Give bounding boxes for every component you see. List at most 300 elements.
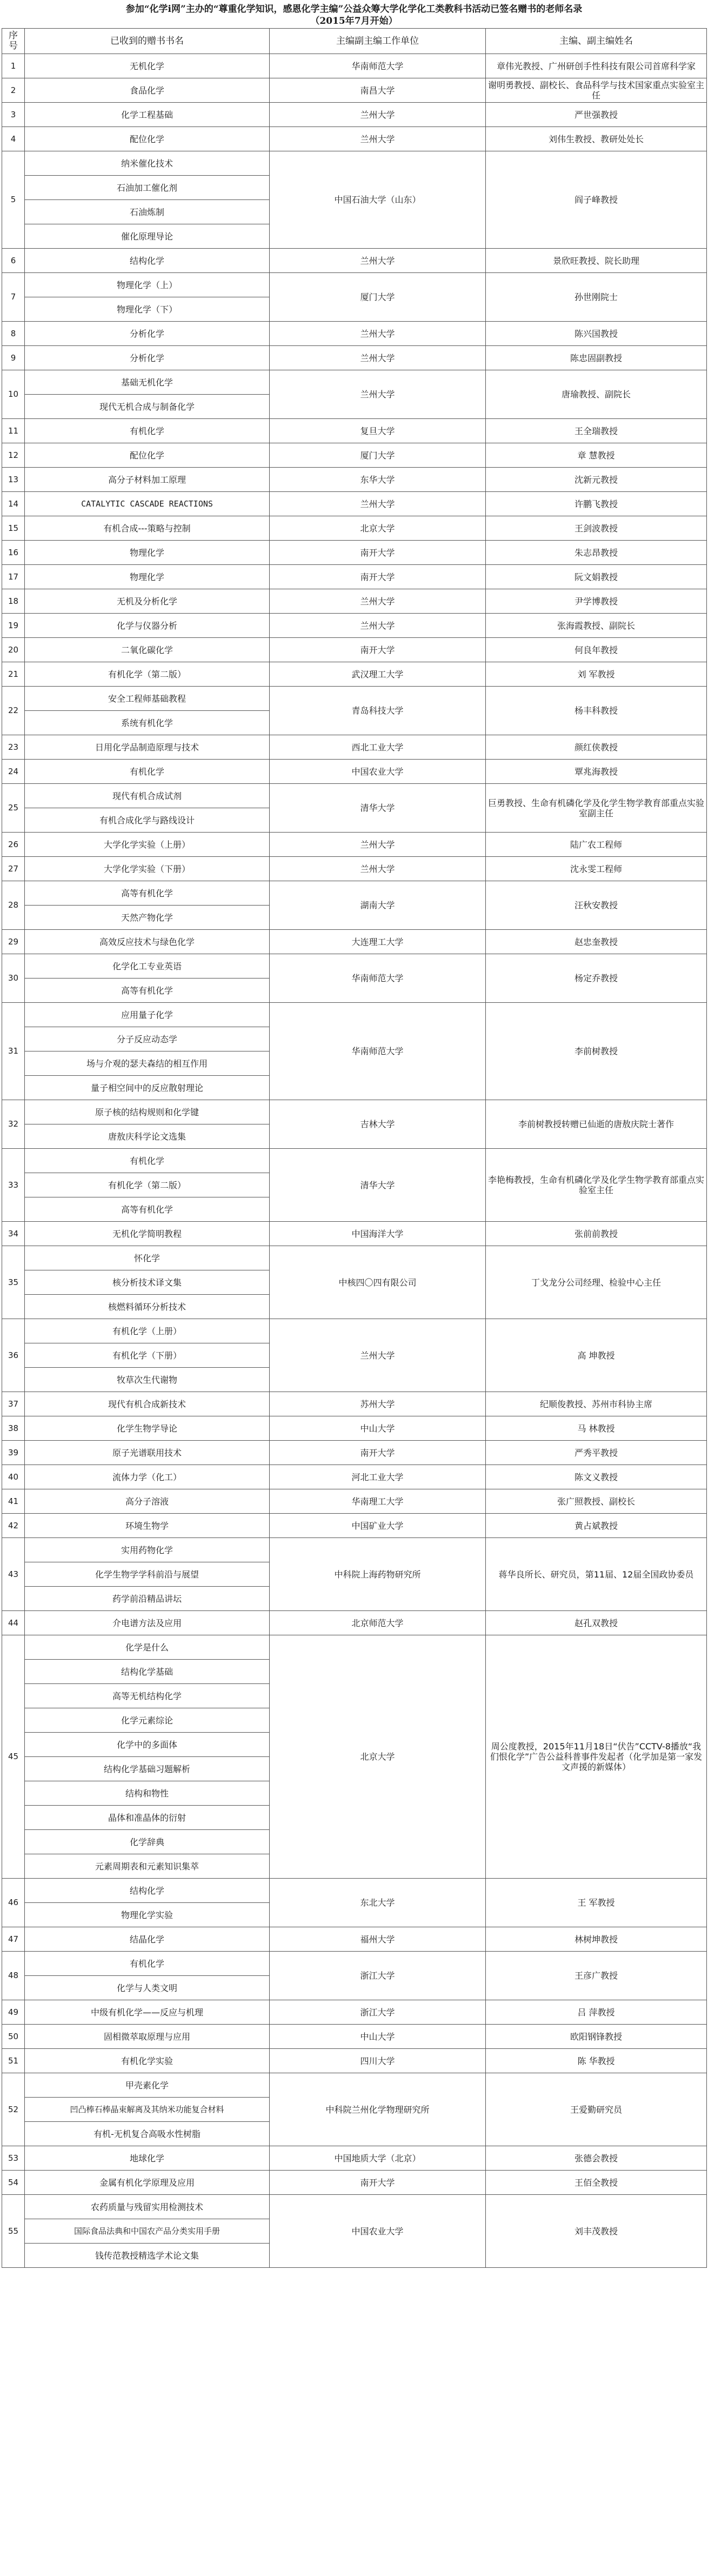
- book-title-cell: 结构化学基础习题解析: [25, 1757, 270, 1781]
- book-title-cell: 高效反应技术与绿色化学: [25, 930, 270, 954]
- book-title-cell: 化学与仪器分析: [25, 614, 270, 638]
- book-title-cell: 金属有机化学原理及应用: [25, 2171, 270, 2195]
- book-title-cell: 有机化学: [25, 419, 270, 443]
- table-row: [2, 2025, 707, 2049]
- row-number: 10: [2, 370, 25, 419]
- table-row: [2, 1879, 707, 1903]
- unit-cell: 东华大学: [270, 468, 486, 492]
- row-number: 21: [2, 662, 25, 687]
- table-row: [2, 614, 707, 638]
- unit-cell: 中国矿业大学: [270, 1514, 486, 1538]
- unit-cell: 兰州大学: [270, 833, 486, 857]
- row-number: 24: [2, 760, 25, 784]
- unit-cell: 武汉理工大学: [270, 662, 486, 687]
- book-title-cell: 有机化学实验: [25, 2049, 270, 2073]
- table-row: [2, 151, 707, 176]
- book-title-cell: 化学工程基础: [25, 103, 270, 127]
- table-row: [2, 857, 707, 881]
- book-title-cell: 元素周期表和元素知识集萃: [25, 1854, 270, 1879]
- book-title-cell: 高等有机化学: [25, 1197, 270, 1222]
- book-title-cell: 化学化工专业英语: [25, 954, 270, 979]
- editor-cell: 丁戈龙分公司经理、检验中心主任: [486, 1246, 707, 1319]
- editor-cell: 李前树教授: [486, 1003, 707, 1100]
- editor-cell: 吕 萍教授: [486, 2000, 707, 2025]
- editor-cell: 马 林教授: [486, 1416, 707, 1441]
- editor-cell: 蒋华良所长、研究员，第11届、12届全国政协委员: [486, 1538, 707, 1611]
- table-row: [2, 589, 707, 614]
- unit-cell: 北京大学: [270, 516, 486, 541]
- editor-cell: 汪秋安教授: [486, 881, 707, 930]
- unit-cell: 浙江大学: [270, 1952, 486, 2000]
- book-title-cell: 量子相空间中的反应散射理论: [25, 1076, 270, 1100]
- unit-cell: 兰州大学: [270, 857, 486, 881]
- editor-cell: 陈文义教授: [486, 1465, 707, 1489]
- unit-cell: 湖南大学: [270, 881, 486, 930]
- unit-cell: 河北工业大学: [270, 1465, 486, 1489]
- table-row: [2, 78, 707, 103]
- editor-cell: 覃兆海教授: [486, 760, 707, 784]
- book-title-cell: 分析化学: [25, 346, 270, 370]
- editor-cell: 刘丰茂教授: [486, 2195, 707, 2268]
- editor-cell: 赵孔双教授: [486, 1611, 707, 1635]
- book-title-cell: 化学生物学导论: [25, 1416, 270, 1441]
- book-title-cell: 催化原理导论: [25, 224, 270, 249]
- book-title-cell: CATALYTIC CASCADE REACTIONS: [25, 492, 270, 516]
- book-title-cell: 有机化学: [25, 1952, 270, 1976]
- book-title-cell: 大学化学实验（上册）: [25, 833, 270, 857]
- row-number: 27: [2, 857, 25, 881]
- table-row: [2, 1416, 707, 1441]
- table-row: [2, 370, 707, 395]
- unit-cell: 中国地质大学（北京）: [270, 2146, 486, 2171]
- editor-cell: 欧阳钢锋教授: [486, 2025, 707, 2049]
- row-number: 51: [2, 2049, 25, 2073]
- editor-cell: 景欣旺教授、院长助理: [486, 249, 707, 273]
- book-title-cell: 国际食品法典和中国农产品分类实用手册: [25, 2219, 270, 2244]
- unit-cell: 兰州大学: [270, 492, 486, 516]
- editor-cell: 章 慧教授: [486, 443, 707, 468]
- book-title-cell: 现代无机合成与制备化学: [25, 395, 270, 419]
- row-number: 31: [2, 1003, 25, 1100]
- editor-cell: 李艳梅教授，生命有机磷化学及化学生物学教育部重点实验室主任: [486, 1149, 707, 1222]
- table-row: [2, 1003, 707, 1027]
- column-header-editor: 主编、副主编姓名: [486, 29, 707, 54]
- book-title-cell: 有机化学（第二版）: [25, 1173, 270, 1197]
- unit-cell: 清华大学: [270, 1149, 486, 1222]
- table-row: [2, 1927, 707, 1952]
- book-title-cell: 唐敖庆科学论文选集: [25, 1124, 270, 1149]
- editor-cell: 章伟光教授、广州研创手性科技有限公司首席科学家: [486, 54, 707, 78]
- table-row: [2, 1952, 707, 1976]
- book-title-cell: 化学元素综论: [25, 1708, 270, 1733]
- row-number: 11: [2, 419, 25, 443]
- book-title-cell: 石油炼制: [25, 200, 270, 224]
- unit-cell: 中科院上海药物研究所: [270, 1538, 486, 1611]
- editor-cell: 赵忠奎教授: [486, 930, 707, 954]
- book-title-cell: 高等有机化学: [25, 979, 270, 1003]
- row-number: 12: [2, 443, 25, 468]
- book-title-cell: 甲壳素化学: [25, 2073, 270, 2098]
- row-number: 41: [2, 1489, 25, 1514]
- editor-cell: 阎子峰教授: [486, 151, 707, 249]
- row-number: 54: [2, 2171, 25, 2195]
- editor-cell: 王佰全教授: [486, 2171, 707, 2195]
- row-number: 22: [2, 687, 25, 735]
- table-row: [2, 1149, 707, 1173]
- editor-cell: 黄占斌教授: [486, 1514, 707, 1538]
- book-title-cell: 牧草次生代谢物: [25, 1368, 270, 1392]
- table-row: [2, 541, 707, 565]
- editor-cell: 杨丰科教授: [486, 687, 707, 735]
- book-title-cell: 无机化学简明教程: [25, 1222, 270, 1246]
- book-title-cell: 化学辞典: [25, 1830, 270, 1854]
- row-number: 17: [2, 565, 25, 589]
- unit-cell: 南开大学: [270, 1441, 486, 1465]
- editor-cell: 谢明勇教授、副校长、食品科学与技术国家重点实验室主任: [486, 78, 707, 103]
- table-row: [2, 346, 707, 370]
- editor-cell: 孙世刚院士: [486, 273, 707, 322]
- row-number: 28: [2, 881, 25, 930]
- editor-cell: 王剑波教授: [486, 516, 707, 541]
- table-row: [2, 1465, 707, 1489]
- book-title-cell: 分析化学: [25, 322, 270, 346]
- row-number: 20: [2, 638, 25, 662]
- book-title-cell: 固相微萃取原理与应用: [25, 2025, 270, 2049]
- book-title-cell: 有机化学（上册）: [25, 1319, 270, 1343]
- table-row: [2, 127, 707, 151]
- unit-cell: 北京大学: [270, 1635, 486, 1879]
- donor-table: [2, 28, 707, 2268]
- editor-cell: 张前前教授: [486, 1222, 707, 1246]
- book-title-cell: 纳米催化技术: [25, 151, 270, 176]
- book-title-cell: 结构化学: [25, 249, 270, 273]
- table-row: [2, 419, 707, 443]
- unit-cell: 中国海洋大学: [270, 1222, 486, 1246]
- row-number: 16: [2, 541, 25, 565]
- row-number: 45: [2, 1635, 25, 1879]
- table-row: [2, 2000, 707, 2025]
- book-title-cell: 有机-无机复合高吸水性树脂: [25, 2122, 270, 2146]
- row-number: 14: [2, 492, 25, 516]
- book-title-cell: 大学化学实验（下册）: [25, 857, 270, 881]
- book-title-cell: 有机合成---策略与控制: [25, 516, 270, 541]
- row-number: 8: [2, 322, 25, 346]
- unit-cell: 兰州大学: [270, 249, 486, 273]
- book-title-cell: 钱传范教授精选学术论文集: [25, 2244, 270, 2268]
- row-number: 55: [2, 2195, 25, 2268]
- unit-cell: 大连理工大学: [270, 930, 486, 954]
- book-title-cell: 有机化学: [25, 1149, 270, 1173]
- row-number: 6: [2, 249, 25, 273]
- book-title-cell: 有机化学: [25, 760, 270, 784]
- row-number: 19: [2, 614, 25, 638]
- editor-cell: 何良年教授: [486, 638, 707, 662]
- table-row: [2, 662, 707, 687]
- row-number: 23: [2, 735, 25, 760]
- unit-cell: 兰州大学: [270, 589, 486, 614]
- book-title-cell: 无机及分析化学: [25, 589, 270, 614]
- row-number: 49: [2, 2000, 25, 2025]
- editor-cell: 林树坤教授: [486, 1927, 707, 1952]
- table-row: [2, 249, 707, 273]
- row-number: 52: [2, 2073, 25, 2146]
- document-title: [0, 3, 708, 27]
- unit-cell: 南开大学: [270, 2171, 486, 2195]
- editor-cell: 陈兴国教授: [486, 322, 707, 346]
- editor-cell: 阮文娟教授: [486, 565, 707, 589]
- book-title-cell: 配位化学: [25, 443, 270, 468]
- row-number: 25: [2, 784, 25, 833]
- book-title-cell: 凹凸棒石棒晶束解离及其纳米功能复合材料: [25, 2098, 270, 2122]
- book-title-cell: 化学是什么: [25, 1635, 270, 1660]
- table-row: [2, 881, 707, 906]
- row-number: 50: [2, 2025, 25, 2049]
- editor-cell: 沈新元教授: [486, 468, 707, 492]
- table-row: [2, 1635, 707, 1660]
- book-title-cell: 物理化学: [25, 541, 270, 565]
- row-number: 34: [2, 1222, 25, 1246]
- editor-cell: 许鹏飞教授: [486, 492, 707, 516]
- table-row: [2, 322, 707, 346]
- book-title-cell: 原子光谱联用技术: [25, 1441, 270, 1465]
- unit-cell: 南开大学: [270, 638, 486, 662]
- book-title-cell: 化学中的多面体: [25, 1733, 270, 1757]
- editor-cell: 纪顺俊教授、苏州市科协主席: [486, 1392, 707, 1416]
- editor-cell: 王彦广教授: [486, 1952, 707, 2000]
- row-number: 43: [2, 1538, 25, 1611]
- book-title-cell: 食品化学: [25, 78, 270, 103]
- table-row: [2, 1392, 707, 1416]
- table-row: [2, 638, 707, 662]
- editor-cell: 王爱勤研究员: [486, 2073, 707, 2146]
- editor-cell: 杨定乔教授: [486, 954, 707, 1003]
- table-body: [2, 54, 707, 2268]
- editor-cell: 张广照教授、副校长: [486, 1489, 707, 1514]
- table-row: [2, 443, 707, 468]
- book-title-cell: 有机化学（下册）: [25, 1343, 270, 1368]
- unit-cell: 华南师范大学: [270, 54, 486, 78]
- table-row: [2, 930, 707, 954]
- editor-cell: 刘 军教授: [486, 662, 707, 687]
- table-row: [2, 1319, 707, 1343]
- table-row: [2, 687, 707, 711]
- column-header-number: 序号: [2, 29, 25, 54]
- book-title-cell: 实用药物化学: [25, 1538, 270, 1562]
- editor-cell: 朱志昂教授: [486, 541, 707, 565]
- book-title-cell: 农药质量与残留实用检测技术: [25, 2195, 270, 2219]
- row-number: 46: [2, 1879, 25, 1927]
- book-title-cell: 核分析技术译文集: [25, 1270, 270, 1295]
- book-title-cell: 结晶化学: [25, 1927, 270, 1952]
- table-row: [2, 2146, 707, 2171]
- unit-cell: 南昌大学: [270, 78, 486, 103]
- unit-cell: 南开大学: [270, 565, 486, 589]
- table-row: [2, 2073, 707, 2098]
- editor-cell: 陈忠固副教授: [486, 346, 707, 370]
- unit-cell: 中国石油大学（山东）: [270, 151, 486, 249]
- book-title-cell: 环境生物学: [25, 1514, 270, 1538]
- table-row: [2, 833, 707, 857]
- book-title-cell: 结构化学基础: [25, 1660, 270, 1684]
- unit-cell: 兰州大学: [270, 322, 486, 346]
- table-row: [2, 516, 707, 541]
- unit-cell: 中国农业大学: [270, 2195, 486, 2268]
- book-title-cell: 高分子材料加工原理: [25, 468, 270, 492]
- column-header-unit: 主编副主编工作单位: [270, 29, 486, 54]
- unit-cell: 青岛科技大学: [270, 687, 486, 735]
- book-title-cell: 地球化学: [25, 2146, 270, 2171]
- book-title-cell: 应用量子化学: [25, 1003, 270, 1027]
- row-number: 53: [2, 2146, 25, 2171]
- book-title-cell: 结构和物性: [25, 1781, 270, 1806]
- editor-cell: 颜红侠教授: [486, 735, 707, 760]
- book-title-cell: 流体力学（化工）: [25, 1465, 270, 1489]
- row-number: 4: [2, 127, 25, 151]
- unit-cell: 兰州大学: [270, 346, 486, 370]
- unit-cell: 中国农业大学: [270, 760, 486, 784]
- book-title-cell: 结构化学: [25, 1879, 270, 1903]
- row-number: 36: [2, 1319, 25, 1392]
- unit-cell: 中山大学: [270, 1416, 486, 1441]
- title-line-2: （2015年7月开始）: [310, 16, 398, 26]
- row-number: 9: [2, 346, 25, 370]
- row-number: 13: [2, 468, 25, 492]
- unit-cell: 南开大学: [270, 541, 486, 565]
- book-title-cell: 无机化学: [25, 54, 270, 78]
- editor-cell: 唐瑜教授、副院长: [486, 370, 707, 419]
- row-number: 47: [2, 1927, 25, 1952]
- editor-cell: 张海霞教授、副院长: [486, 614, 707, 638]
- unit-cell: 兰州大学: [270, 127, 486, 151]
- table-row: [2, 1441, 707, 1465]
- table-row: [2, 492, 707, 516]
- row-number: 29: [2, 930, 25, 954]
- row-number: 18: [2, 589, 25, 614]
- row-number: 37: [2, 1392, 25, 1416]
- table-row: [2, 565, 707, 589]
- unit-cell: 华南师范大学: [270, 954, 486, 1003]
- row-number: 38: [2, 1416, 25, 1441]
- row-number: 3: [2, 103, 25, 127]
- table-row: [2, 1100, 707, 1124]
- book-title-cell: 高分子溶液: [25, 1489, 270, 1514]
- book-title-cell: 分子反应动态学: [25, 1027, 270, 1051]
- unit-cell: 四川大学: [270, 2049, 486, 2073]
- row-number: 39: [2, 1441, 25, 1465]
- row-number: 5: [2, 151, 25, 249]
- book-title-cell: 药学前沿精品讲坛: [25, 1587, 270, 1611]
- unit-cell: 兰州大学: [270, 103, 486, 127]
- table-row: [2, 273, 707, 297]
- row-number: 48: [2, 1952, 25, 2000]
- table-row: [2, 1538, 707, 1562]
- book-title-cell: 介电谱方法及应用: [25, 1611, 270, 1635]
- book-title-cell: 高等有机化学: [25, 881, 270, 906]
- book-title-cell: 天然产物化学: [25, 906, 270, 930]
- unit-cell: 北京师范大学: [270, 1611, 486, 1635]
- book-title-cell: 物理化学实验: [25, 1903, 270, 1927]
- row-number: 32: [2, 1100, 25, 1149]
- table-row: [2, 784, 707, 808]
- book-title-cell: 怀化学: [25, 1246, 270, 1270]
- book-title-cell: 有机化学（第二版）: [25, 662, 270, 687]
- table-row: [2, 2195, 707, 2219]
- unit-cell: 厦门大学: [270, 443, 486, 468]
- book-title-cell: 现代有机合成新技术: [25, 1392, 270, 1416]
- book-title-cell: 化学生物学学科前沿与展望: [25, 1562, 270, 1587]
- unit-cell: 厦门大学: [270, 273, 486, 322]
- table-row: [2, 954, 707, 979]
- book-title-cell: 安全工程师基础教程: [25, 687, 270, 711]
- row-number: 44: [2, 1611, 25, 1635]
- column-header-book-title: 已收到的赠书书名: [25, 29, 270, 54]
- unit-cell: 中科院兰州化学物理研究所: [270, 2073, 486, 2146]
- unit-cell: 华南理工大学: [270, 1489, 486, 1514]
- book-title-cell: 物理化学: [25, 565, 270, 589]
- unit-cell: 复旦大学: [270, 419, 486, 443]
- editor-cell: 周公度教授，2015年11月18日“伏告”CCTV-8播放“我们恨化学”广告公益科普事件发起者（化学加是第一家发文声援的新媒体）: [486, 1635, 707, 1879]
- row-number: 26: [2, 833, 25, 857]
- book-title-cell: 系统有机化学: [25, 711, 270, 735]
- editor-cell: 高 坤教授: [486, 1319, 707, 1392]
- book-title-cell: 现代有机合成试剂: [25, 784, 270, 808]
- table-row: [2, 1246, 707, 1270]
- row-number: 35: [2, 1246, 25, 1319]
- unit-cell: 浙江大学: [270, 2000, 486, 2025]
- editor-cell: 严世强教授: [486, 103, 707, 127]
- table-row: [2, 1489, 707, 1514]
- book-title-cell: 二氧化碳化学: [25, 638, 270, 662]
- table-row: [2, 2171, 707, 2195]
- row-number: 42: [2, 1514, 25, 1538]
- unit-cell: 兰州大学: [270, 1319, 486, 1392]
- table-row: [2, 1514, 707, 1538]
- table-row: [2, 1611, 707, 1635]
- editor-cell: 尹学博教授: [486, 589, 707, 614]
- book-title-cell: 化学与人类文明: [25, 1976, 270, 2000]
- book-title-cell: 中级有机化学——反应与机理: [25, 2000, 270, 2025]
- row-number: 1: [2, 54, 25, 78]
- table-row: [2, 760, 707, 784]
- editor-cell: 陆广农工程师: [486, 833, 707, 857]
- table-row: [2, 1222, 707, 1246]
- row-number: 2: [2, 78, 25, 103]
- editor-cell: 刘伟生教授、教研处处长: [486, 127, 707, 151]
- book-title-cell: 原子核的结构规则和化学键: [25, 1100, 270, 1124]
- table-row: [2, 735, 707, 760]
- book-title-cell: 物理化学（上）: [25, 273, 270, 297]
- row-number: 7: [2, 273, 25, 322]
- unit-cell: 福州大学: [270, 1927, 486, 1952]
- book-title-cell: 有机合成化学与路线设计: [25, 808, 270, 833]
- unit-cell: 吉林大学: [270, 1100, 486, 1149]
- table-header-row: [2, 29, 707, 54]
- editor-cell: 李前树教授转赠已仙逝的唐敖庆院士著作: [486, 1100, 707, 1149]
- book-title-cell: 配位化学: [25, 127, 270, 151]
- editor-cell: 王全瑞教授: [486, 419, 707, 443]
- editor-cell: 巨勇教授、生命有机磷化学及化学生物学教育部重点实验室副主任: [486, 784, 707, 833]
- row-number: 40: [2, 1465, 25, 1489]
- row-number: 15: [2, 516, 25, 541]
- unit-cell: 兰州大学: [270, 614, 486, 638]
- row-number: 30: [2, 954, 25, 1003]
- table-row: [2, 468, 707, 492]
- editor-cell: 沈永雯工程师: [486, 857, 707, 881]
- unit-cell: 兰州大学: [270, 370, 486, 419]
- unit-cell: 西北工业大学: [270, 735, 486, 760]
- book-title-cell: 场与介观的瑟夫森结的相互作用: [25, 1051, 270, 1076]
- book-title-cell: 核燃料循环分析技术: [25, 1295, 270, 1319]
